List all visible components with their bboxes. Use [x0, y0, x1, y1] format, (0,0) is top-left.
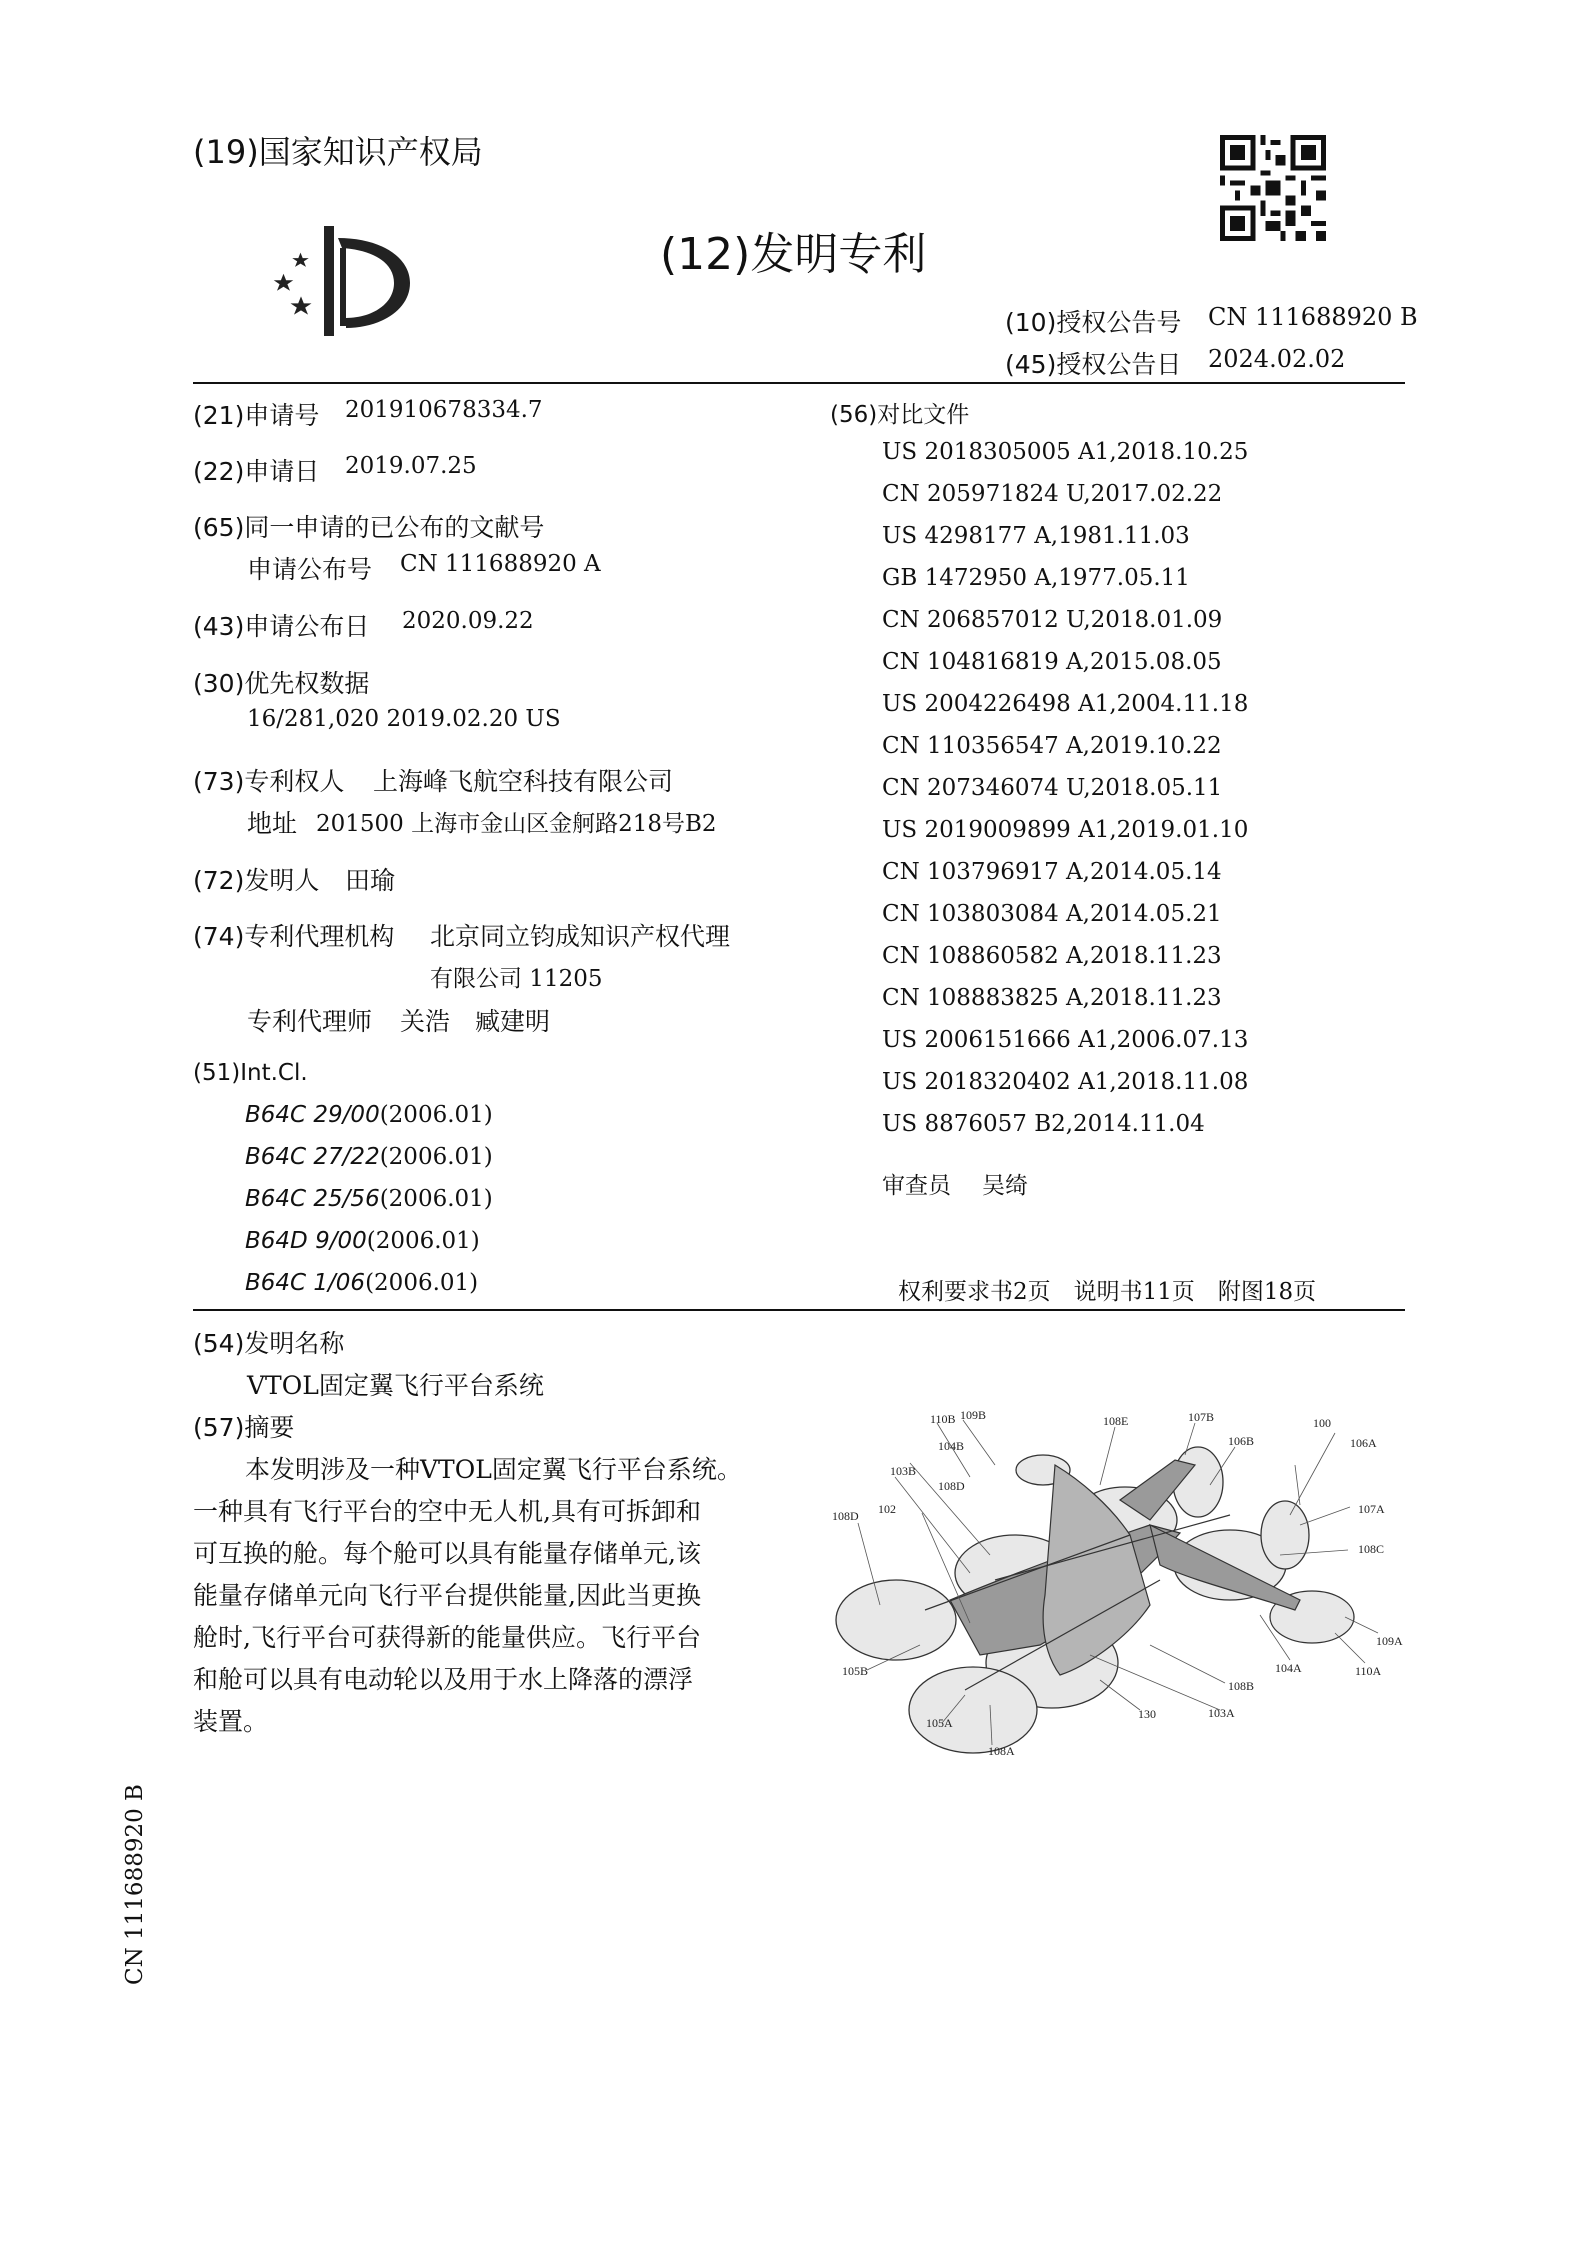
agency-line2: 有限公司 11205 — [430, 966, 603, 992]
biblio-divider — [193, 1309, 1405, 1311]
pub-date: 2024.02.02 — [1208, 345, 1346, 373]
figure-label: 110A — [1355, 1664, 1382, 1678]
document-type: (12)发明专利 — [660, 229, 927, 280]
figure-label: 107A — [1358, 1502, 1385, 1516]
examiner: 吴绮 — [982, 1173, 1028, 1199]
app-pub-number-label: 申请公布号 — [247, 555, 373, 584]
figure-label: 106A — [1350, 1436, 1377, 1450]
abstract-line: 和舱可以具有电动轮以及用于水上降落的漂浮 — [193, 1665, 694, 1694]
rotor-disk — [1261, 1501, 1309, 1569]
abstract-figure — [830, 1405, 1405, 1765]
app-pub-number: CN 111688920 A — [400, 551, 601, 577]
agency-label: (74)专利代理机构 — [193, 922, 395, 951]
rotor-disk — [909, 1667, 1037, 1753]
figure-label: 100 — [1313, 1416, 1331, 1430]
figure-label: 109B — [960, 1408, 987, 1422]
figure-label: 109A — [1376, 1634, 1403, 1648]
intcl-code: B64C 1/06 — [245, 1270, 366, 1296]
side-publication-number: CN 111688920 B — [122, 1784, 148, 1985]
pub-number: CN 111688920 B — [1208, 303, 1418, 331]
abstract-line: 装置。 — [193, 1707, 269, 1736]
figure-label: 106B — [1228, 1434, 1255, 1448]
abstract-line: 可互换的舱。每个舱可以具有能量存储单元,该 — [193, 1539, 701, 1568]
inventor: 田瑜 — [345, 866, 396, 895]
reference-item: CN 104816819 A,2015.08.05 — [882, 649, 1222, 675]
intcl-item — [245, 1144, 493, 1170]
figure-label: 108B — [1228, 1679, 1255, 1693]
intcl-version: (2006.01) — [365, 1270, 479, 1296]
figure-label: 102 — [878, 1502, 896, 1516]
reference-item: US 4298177 A,1981.11.03 — [882, 523, 1190, 549]
inventor-label: (72)发明人 — [193, 866, 320, 895]
priority-label: (30)优先权数据 — [193, 669, 370, 698]
patentee-label: (73)专利权人 — [193, 767, 345, 796]
reference-item: US 2019009899 A1,2019.01.10 — [882, 817, 1249, 843]
app-number-label: (21)申请号 — [193, 401, 320, 430]
agent-label: 专利代理师 — [247, 1007, 373, 1036]
examiner-label: 审查员 — [882, 1173, 951, 1199]
intcl-item — [245, 1228, 480, 1254]
reference-item: CN 103796917 A,2014.05.14 — [882, 859, 1222, 885]
figure-label: 107B — [1188, 1410, 1215, 1424]
intcl-code: B64C 25/56 — [245, 1186, 380, 1212]
reference-item: US 2018320402 A1,2018.11.08 — [882, 1069, 1249, 1095]
figure-label: 110B — [930, 1412, 956, 1426]
app-date-label: (22)申请日 — [193, 457, 320, 486]
intcl-item — [245, 1186, 493, 1212]
header-divider — [193, 382, 1405, 384]
abstract-line: 能量存储单元向飞行平台提供能量,因此当更换 — [193, 1581, 701, 1610]
reference-item: CN 207346074 U,2018.05.11 — [882, 775, 1223, 801]
same-app-label: (65)同一申请的已公布的文献号 — [193, 513, 545, 542]
intcl-item — [245, 1270, 478, 1296]
priority-data: 16/281,020 2019.02.20 US — [247, 706, 561, 732]
pub-date-label: (45)授权公告日 — [1005, 350, 1182, 379]
invention-title: VTOL固定翼飞行平台系统 — [247, 1371, 544, 1400]
reference-item: CN 206857012 U,2018.01.09 — [882, 607, 1223, 633]
title-label: (54)发明名称 — [193, 1329, 345, 1358]
office-name: (19)国家知识产权局 — [193, 133, 483, 171]
agency-line1: 北京同立钧成知识产权代理 — [430, 922, 731, 951]
rotor-disk — [836, 1580, 956, 1660]
abstract-line: 本发明涉及一种VTOL固定翼飞行平台系统。 — [245, 1455, 742, 1484]
figure-label: 105A — [926, 1716, 953, 1730]
figure-label: 105B — [842, 1664, 869, 1678]
reference-item: US 2018305005 A1,2018.10.25 — [882, 439, 1249, 465]
intcl-code: B64D 9/00 — [245, 1228, 367, 1254]
figure-label: 104B — [938, 1439, 965, 1453]
app-pub-date-label: (43)申请公布日 — [193, 612, 370, 641]
figure-label: 104A — [1275, 1661, 1302, 1675]
figure-label: 108C — [1358, 1542, 1385, 1556]
abstract-line: 舱时,飞行平台可获得新的能量供应。飞行平台 — [193, 1623, 701, 1652]
app-date: 2019.07.25 — [345, 453, 477, 479]
figure-label: 108D — [938, 1479, 965, 1493]
qr-code — [1220, 135, 1326, 241]
intcl-code: B64C 27/22 — [245, 1144, 380, 1170]
reference-item: CN 205971824 U,2017.02.22 — [882, 481, 1223, 507]
figure-label: 103B — [890, 1464, 917, 1478]
reference-item: GB 1472950 A,1977.05.11 — [882, 565, 1190, 591]
references-label: (56)对比文件 — [830, 402, 970, 428]
figure-label: 108E — [1103, 1414, 1129, 1428]
intcl-version: (2006.01) — [366, 1228, 480, 1254]
address-label: 地址 — [247, 809, 298, 838]
pub-number-label: (10)授权公告号 — [1005, 308, 1182, 337]
app-pub-date: 2020.09.22 — [402, 608, 534, 634]
figure-label: 130 — [1138, 1707, 1156, 1721]
patentee: 上海峰飞航空科技有限公司 — [373, 767, 674, 796]
abstract-label: (57)摘要 — [193, 1413, 295, 1442]
reference-item: CN 108883825 A,2018.11.23 — [882, 985, 1222, 1011]
reference-item: US 8876057 B2,2014.11.04 — [882, 1111, 1205, 1137]
reference-item: CN 103803084 A,2014.05.21 — [882, 901, 1222, 927]
intcl-version: (2006.01) — [379, 1102, 493, 1128]
reference-item: US 2004226498 A1,2004.11.18 — [882, 691, 1249, 717]
figure-label: 103A — [1208, 1706, 1235, 1720]
intcl-version: (2006.01) — [379, 1144, 493, 1170]
reference-item: US 2006151666 A1,2006.07.13 — [882, 1027, 1249, 1053]
intcl-code: B64C 29/00 — [245, 1102, 380, 1128]
app-number: 201910678334.7 — [345, 397, 543, 423]
drone-drawing — [830, 1405, 1405, 1765]
intcl-label: (51)Int.Cl. — [193, 1060, 308, 1086]
intcl-item — [245, 1102, 493, 1128]
abstract-line: 一种具有飞行平台的空中无人机,具有可拆卸和 — [193, 1497, 701, 1526]
agent: 关浩 臧建明 — [400, 1007, 551, 1036]
page-counts: 权利要求书2页 说明书11页 附图18页 — [898, 1279, 1317, 1305]
figure-label: 108A — [988, 1744, 1015, 1758]
address: 201500 上海市金山区金舸路218号B2 — [316, 811, 717, 837]
reference-item: CN 110356547 A,2019.10.22 — [882, 733, 1222, 759]
office-logo — [262, 218, 417, 338]
reference-item: CN 108860582 A,2018.11.23 — [882, 943, 1222, 969]
intcl-version: (2006.01) — [379, 1186, 493, 1212]
figure-label: 108D — [832, 1509, 859, 1523]
